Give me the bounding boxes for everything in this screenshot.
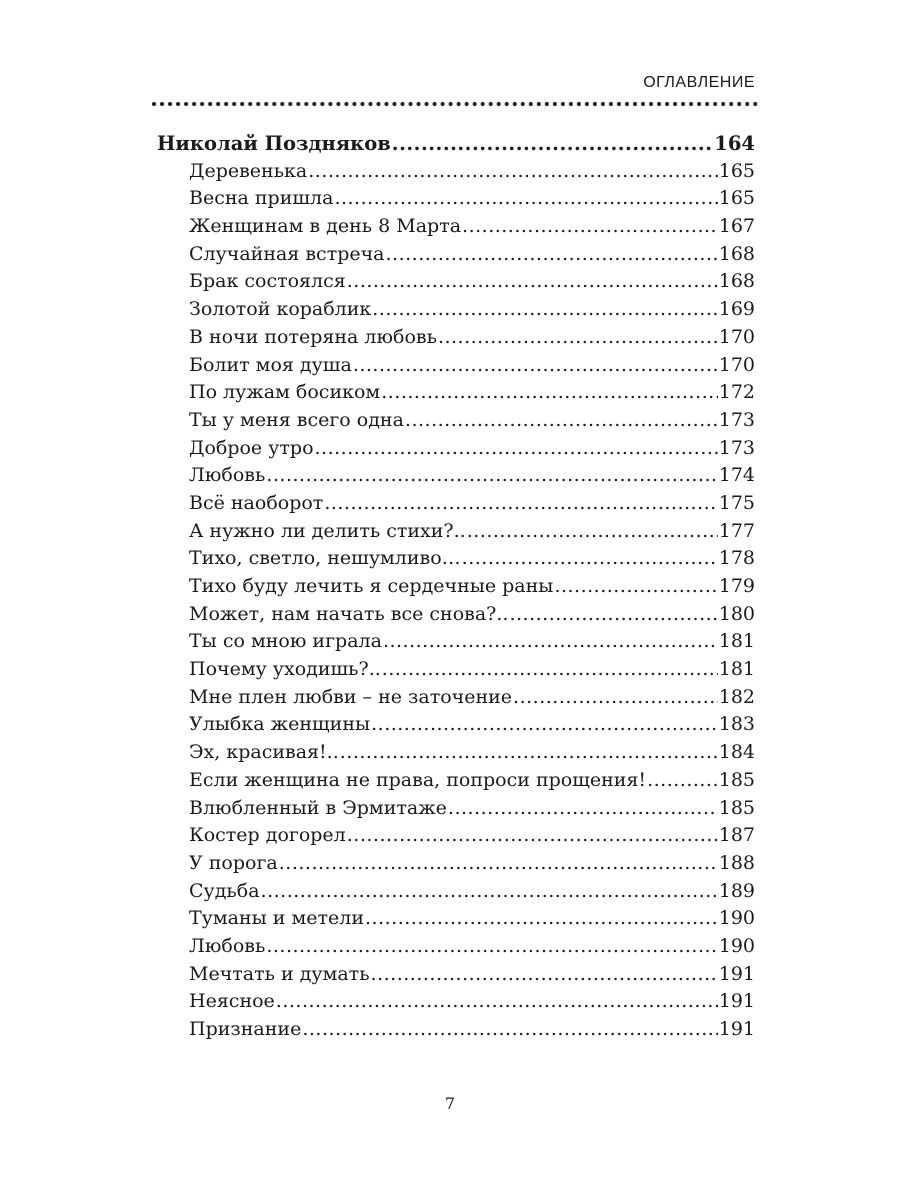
toc-page-number: 168 xyxy=(718,242,755,265)
dot-leader xyxy=(347,822,718,850)
toc-entry-list xyxy=(157,158,755,1044)
dot-leader xyxy=(448,795,718,823)
toc-entry-title: Туманы и метели xyxy=(189,907,364,930)
toc-entry-title: Если женщина не права, попроси прощения! xyxy=(189,768,647,791)
toc-entry-title: Всё наоборот xyxy=(189,491,324,514)
toc-entry[interactable] xyxy=(157,850,755,878)
toc-entry[interactable] xyxy=(157,601,755,629)
toc-entry[interactable] xyxy=(157,878,755,906)
dot-leader xyxy=(261,878,718,906)
toc-page-number: 170 xyxy=(718,353,755,376)
toc-entry-title: Почему уходишь?.. xyxy=(189,658,381,681)
dot-leader xyxy=(372,296,717,324)
dot-leader xyxy=(381,379,718,407)
toc-entry-title: Признание xyxy=(189,1018,302,1040)
toc-entry-title: У порога xyxy=(189,851,278,874)
toc-entry-title: Брак состоялся xyxy=(189,270,346,293)
toc-entry-title: Судьба xyxy=(189,879,260,902)
toc-page-number: 173 xyxy=(718,436,755,459)
toc-entry[interactable] xyxy=(157,961,755,989)
toc-page-number: 164 xyxy=(714,132,755,155)
dot-leader xyxy=(353,352,718,380)
page-number: 7 xyxy=(444,1094,456,1113)
toc-entry[interactable] xyxy=(157,905,755,933)
dot-leader xyxy=(462,213,718,241)
toc-page-number: 180 xyxy=(718,602,755,625)
toc-entry-title: Любовь xyxy=(189,934,266,957)
toc-page-number: 172 xyxy=(718,381,755,404)
dot-leader xyxy=(647,767,718,795)
toc-page-number: 184 xyxy=(718,741,755,764)
toc-entry-title: Доброе утро xyxy=(189,436,314,459)
toc-entry[interactable] xyxy=(157,296,755,324)
toc-entry-title: Эх, красивая!.. xyxy=(189,741,339,764)
toc-entry-title: Может, нам начать все снова?.. xyxy=(189,602,509,625)
dot-leader xyxy=(266,462,717,490)
toc-entry-title: Мечтать и думать xyxy=(189,962,370,985)
toc-page-number: 169 xyxy=(718,298,755,321)
toc-entry[interactable] xyxy=(157,435,755,463)
dot-leader xyxy=(467,518,718,546)
dot-leader xyxy=(276,988,718,1016)
dot-leader xyxy=(347,268,718,296)
toc-page-number: 188 xyxy=(718,851,755,874)
toc-entry-title: Тихо, светло, нешумливо… xyxy=(189,547,461,570)
toc-entry-title: Деревенька xyxy=(189,159,308,182)
dot-leader xyxy=(383,628,718,656)
toc-page-number: 173 xyxy=(718,408,755,431)
toc-entry[interactable] xyxy=(157,462,755,490)
toc-entry[interactable] xyxy=(157,407,755,435)
toc-entry[interactable] xyxy=(157,241,755,269)
toc-entry[interactable] xyxy=(157,518,755,546)
table-of-contents xyxy=(157,130,755,1044)
toc-page-number: 165 xyxy=(718,159,755,182)
toc-page-number: 191 xyxy=(718,990,755,1013)
dot-leader xyxy=(513,684,718,712)
dot-leader xyxy=(266,933,717,961)
dot-leader xyxy=(334,185,717,213)
toc-page-number: 165 xyxy=(718,187,755,210)
toc-page-number: 181 xyxy=(718,658,755,681)
toc-page-number: 167 xyxy=(718,215,755,238)
toc-entry-title: Улыбка женщины xyxy=(189,713,371,736)
dot-leader xyxy=(509,601,717,629)
dot-leader xyxy=(405,407,718,435)
toc-entry-title: Любовь xyxy=(189,464,266,487)
toc-page-number: 187 xyxy=(718,824,755,847)
dot-leader xyxy=(386,241,718,269)
toc-entry[interactable] xyxy=(157,711,755,739)
dot-leader xyxy=(371,711,718,739)
toc-entry-title: Неясное xyxy=(189,990,275,1013)
toc-entry-title: В ночи потеряна любовь xyxy=(189,325,437,348)
toc-entry[interactable] xyxy=(157,268,755,296)
toc-entry-title: Женщинам в день 8 Марта xyxy=(189,215,462,238)
toc-entry[interactable] xyxy=(157,822,755,850)
toc-entry-title: Ты со мною играла xyxy=(189,630,382,653)
toc-entry[interactable] xyxy=(157,933,755,961)
dot-leader xyxy=(308,158,717,186)
toc-page-number: 168 xyxy=(718,270,755,293)
toc-author-name: Николай Поздняков xyxy=(157,132,391,155)
toc-page-number: 190 xyxy=(718,907,755,930)
toc-page-number: 185 xyxy=(718,796,755,819)
toc-entry[interactable] xyxy=(157,573,755,601)
dot-leader xyxy=(324,490,717,518)
toc-entry[interactable] xyxy=(157,379,755,407)
toc-page-number: 179 xyxy=(718,575,755,597)
toc-entry[interactable] xyxy=(157,988,755,1016)
toc-page-number: 191 xyxy=(718,1018,755,1040)
toc-page-number: 185 xyxy=(718,768,755,791)
toc-entry-title: По лужам босиком xyxy=(189,381,381,404)
toc-entry[interactable] xyxy=(157,158,755,186)
dot-leader xyxy=(340,739,718,767)
toc-entry-title: Костер догорел xyxy=(189,824,346,847)
toc-entry[interactable] xyxy=(157,490,755,518)
toc-page-number: 178 xyxy=(718,547,755,570)
toc-entry[interactable] xyxy=(157,739,755,767)
dot-leader xyxy=(438,324,718,352)
toc-entry-title: Случайная встреча xyxy=(189,242,385,265)
toc-entry[interactable] xyxy=(157,656,755,684)
toc-entry-title: Болит моя душа xyxy=(189,353,352,376)
toc-entry[interactable] xyxy=(157,767,755,795)
toc-page-number: 190 xyxy=(718,934,755,957)
toc-page-number: 170 xyxy=(718,325,755,348)
toc-page-number: 191 xyxy=(718,962,755,985)
running-header: ОГЛАВЛЕНИЕ xyxy=(643,74,755,91)
toc-entry[interactable] xyxy=(157,1016,755,1044)
toc-author-row[interactable] xyxy=(157,130,755,158)
dot-leader xyxy=(554,573,717,601)
toc-entry-title: Весна пришла xyxy=(189,187,334,210)
toc-entry-title: Мне плен любви – не заточение xyxy=(189,685,513,708)
dot-leader xyxy=(382,656,718,684)
dot-leader xyxy=(462,545,718,573)
dot-leader xyxy=(392,130,713,158)
toc-page-number: 189 xyxy=(718,879,755,902)
toc-entry[interactable] xyxy=(157,324,755,352)
toc-entry-title: Ты у меня всего одна xyxy=(189,408,404,431)
toc-page-number: 174 xyxy=(718,464,755,487)
toc-page-number: 177 xyxy=(718,519,755,542)
toc-entry[interactable] xyxy=(157,213,755,241)
toc-entry[interactable] xyxy=(157,185,755,213)
dot-leader xyxy=(302,1016,717,1044)
toc-entry[interactable] xyxy=(157,352,755,380)
toc-page-number: 175 xyxy=(718,491,755,514)
toc-page-number: 181 xyxy=(718,630,755,653)
toc-entry-title: А нужно ли делить стихи?.. xyxy=(189,519,466,542)
dot-leader xyxy=(365,905,718,933)
toc-entry[interactable] xyxy=(157,628,755,656)
toc-page-number: 182 xyxy=(718,685,755,708)
dot-leader xyxy=(371,961,718,989)
toc-entry-title: Золотой кораблик xyxy=(189,298,372,321)
toc-entry-title: Влюбленный в Эрмитаже xyxy=(189,796,447,819)
toc-entry-title: Тихо буду лечить я сердечные раны xyxy=(189,575,554,597)
toc-entry[interactable] xyxy=(157,795,755,823)
dotted-divider xyxy=(152,102,758,106)
dot-leader xyxy=(279,850,718,878)
dot-leader xyxy=(315,435,718,463)
toc-page-number: 183 xyxy=(718,713,755,736)
toc-entry[interactable] xyxy=(157,545,755,573)
toc-entry[interactable] xyxy=(157,684,755,712)
